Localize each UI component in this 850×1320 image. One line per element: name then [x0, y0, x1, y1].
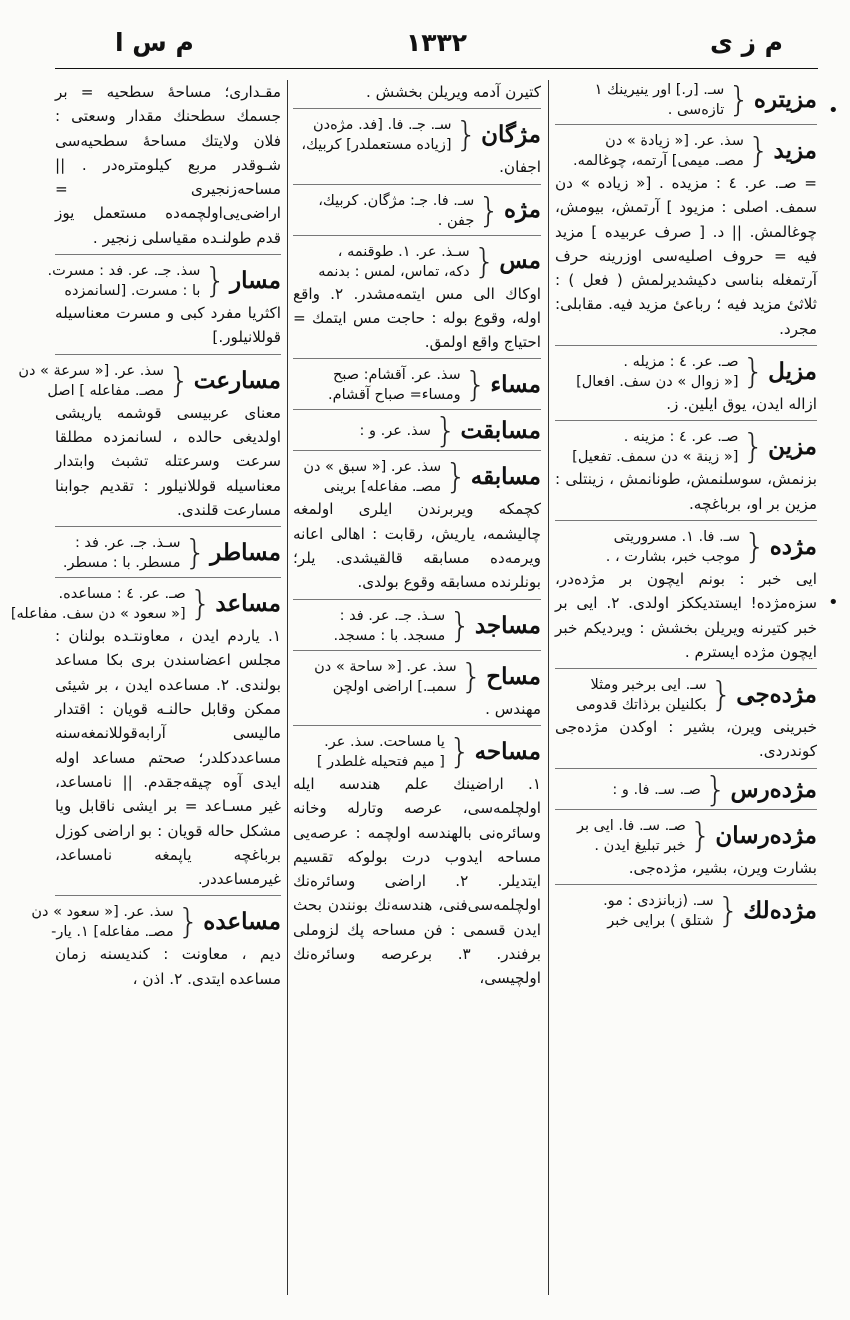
column-right — [555, 80, 817, 1295]
entry-heading — [555, 427, 817, 467]
headword: مزيد — [773, 136, 817, 164]
grammar-line: صـ. عر. ٤ : مساعده. — [58, 586, 186, 603]
headword: مژده‌رس — [730, 775, 817, 803]
headword: مسار — [230, 266, 281, 294]
grammar-line: صـ. عر. ٤ : مزينه . — [623, 429, 739, 446]
page-header — [55, 28, 818, 69]
grammar-line: سـ. فا. ۱. مسروريتی — [613, 528, 741, 545]
brace-mark: { — [168, 360, 190, 401]
entry-heading — [293, 411, 541, 452]
grammar-line: سذ. عر. و : — [359, 423, 431, 440]
dictionary-entry — [293, 191, 541, 236]
brace-mark: { — [177, 902, 200, 943]
grammar-line: سذ. عر. [« سعود » دن — [31, 904, 174, 921]
dictionary-entry — [555, 891, 817, 935]
grammar-line: سـ. [ر.] اور ينيرينك ۱ — [594, 82, 725, 98]
grammar-line: سـ. فا. جـ: مژگان. كربيك، — [318, 192, 475, 209]
grammar-note — [555, 780, 701, 800]
grammar-line: مصـ. مفاعله ] اصل — [47, 382, 165, 399]
headword: مساعده — [203, 908, 281, 936]
brace-mark: { — [742, 352, 765, 393]
definition-text: كچمكه ويربرندن ايلری اولمغه چاليشمه، ياريش، رقابت : اهالی اعانه ويرمه‌ده مسابقه قالقيشدی. يلر؛ بونلرنده مسابقه وقوع بولدی. — [293, 500, 541, 592]
headword: مزيتره — [753, 85, 817, 113]
brace-mark: { — [449, 605, 471, 646]
brace-mark: { — [742, 427, 765, 468]
grammar-line: مسطر. با : مسطر. — [62, 555, 181, 572]
grammar-line: سـ. ايی برخبر ومثلا — [590, 677, 707, 694]
definition-text: كتيرن آدمه ويريلن بخشش . — [365, 83, 541, 101]
definition-text: ديم ، معاونت : كنديسنه زمان مساعده ايتدی. ۲. اذن ، — [55, 945, 281, 988]
grammar-line: سـ. (زبانزدی : مو. — [603, 893, 714, 910]
definition-text: معنای عربيسی قوشمه ياريشی اولديغی حالده ، لسانمزده مطلقا سرعت وسرعتله تشبث وابتدار معناسيله قوللانيلور : تقديم جوابنا مسارعت قلندی. — [55, 403, 281, 519]
dictionary-entry — [555, 527, 817, 669]
entry-heading — [555, 527, 817, 567]
entry-heading — [555, 769, 817, 810]
grammar-note — [293, 191, 474, 231]
grammar-note — [555, 891, 714, 931]
entry-heading — [293, 657, 541, 697]
headword: مزين — [768, 433, 817, 461]
brace-mark: { — [689, 815, 712, 856]
grammar-line: صـ. سـ. فا. و : — [612, 781, 701, 798]
entry-heading — [55, 533, 281, 573]
grammar-note — [555, 427, 738, 467]
dictionary-entry — [293, 115, 541, 184]
entry-heading — [293, 606, 541, 646]
brace-mark: { — [744, 526, 766, 567]
dictionary-entry — [293, 365, 541, 410]
entry-heading — [47, 261, 281, 302]
grammar-line: بكلنيلن برذاتك قدومی — [575, 697, 707, 714]
dictionary-entry — [293, 80, 541, 109]
grammar-line: صـ. سـ. فا. ايی بر — [577, 817, 686, 834]
grammar-note — [555, 131, 744, 171]
definition-text: ايی خبر : بونم ايچون بر مژده‌در، سزه‌مژده! ايستديككز اولدی. ۲. ايی بر خبر كتيرنه ويريلن بخشش : ويرديكم خبر ايچون مژده ايسترم . — [555, 569, 817, 661]
entry-heading — [293, 457, 541, 497]
dictionary-entry — [555, 80, 817, 125]
dictionary-entry — [293, 606, 541, 651]
grammar-note — [293, 421, 431, 441]
grammar-note — [48, 261, 201, 301]
brace-mark: { — [747, 131, 770, 171]
grammar-line: دكه، تماس، لمس : بدنمه — [318, 263, 470, 280]
grammar-note — [555, 80, 724, 120]
grammar-note — [293, 606, 445, 646]
headword: مسابقه — [470, 463, 541, 491]
definition-text: ۱. ياردم ايدن ، معاونتـده بولنان : مجلس اعضاسندن بری بكا مساعد بولندی. ۲. مساعده ايدن ، بر شيئی ممكن وقابل حالنـه قويان : اقتدار ماليسی آرابه‌قوللانمغه‌سنه مساعددكلدر؛ صحتم مساعد اوله ايدی آوه چيقه‌جقدم. || نامساعد، غير مسـاعد = بر ايشی ناقابل ويا مشكل حاله قويان : بو اراضی كوزل برباغچه ياپمغه نامساعد، غيرمساعددر. — [55, 627, 281, 889]
definition-text: ازاله ايدن، يوق ايلين. ز. — [666, 395, 817, 414]
headword: مسابقت — [460, 417, 541, 445]
grammar-line: [ ميم فتحيله غلطدر ] — [316, 753, 445, 770]
column-left — [10, 80, 281, 1295]
headword: مس — [499, 247, 541, 275]
grammar-line: سذ. عر. آقشام: صبح — [333, 367, 461, 384]
grammar-line: با : مسرت. [لسانمزده — [64, 283, 201, 300]
brace-mark: { — [464, 365, 487, 406]
margin-mark: • — [828, 592, 839, 613]
headword: مساء — [490, 371, 541, 399]
headword: مساجد — [474, 611, 541, 639]
grammar-note — [555, 527, 740, 567]
entry-heading — [555, 891, 817, 931]
grammar-note — [293, 732, 445, 772]
brace-mark: { — [445, 457, 467, 498]
dictionary-entry — [18, 360, 281, 527]
dictionary-entry — [55, 80, 281, 255]
dictionary-entry — [293, 657, 541, 726]
entry-heading — [10, 584, 281, 625]
grammar-line: يا مساحت. سذ. عر. — [324, 733, 445, 750]
grammar-line: [« سعود » دن سف. مفاعله] — [10, 606, 186, 623]
column-divider — [548, 80, 549, 1295]
grammar-line: مصـ. ميمی] آرتمه، چوغالمه. — [573, 153, 744, 169]
dictionary-entry — [31, 902, 281, 995]
headword: مژه — [503, 196, 541, 224]
headword: مژده‌جی — [736, 681, 817, 708]
definition-text: اجفان. — [499, 158, 541, 177]
dictionary-entry — [293, 457, 541, 599]
dictionary-entry — [293, 411, 541, 452]
definition-text: اوكاك الی مس ايتمه‌مشدر. ۲. واقع اوله، وقوع بوله : حاجت مس ايتمك = احتياج واقع اولمق. — [293, 284, 542, 352]
grammar-line: [« زوال » دن سف. افعال] — [576, 374, 739, 391]
entry-heading — [293, 242, 541, 282]
grammar-note — [293, 115, 452, 155]
grammar-line: شتلق ) برايی خبر — [607, 913, 714, 930]
dictionary-entry — [47, 261, 281, 355]
brace-mark: { — [434, 411, 457, 452]
headword: مساطر — [210, 539, 281, 566]
brace-mark: { — [473, 241, 496, 282]
grammar-line: ومساء= صباح آقشام. — [328, 387, 461, 404]
entry-heading — [555, 675, 817, 715]
grammar-line: سذ. عر. [« زيادة » دن — [605, 133, 744, 149]
headword: مساحه — [474, 737, 541, 765]
grammar-line: تازه‌سی . — [667, 102, 725, 118]
grammar-line: سمبـ.] اراضی اولچن — [332, 678, 457, 695]
headword: مساح — [486, 662, 541, 690]
definition-text: خبرينی ويرن، بشير : اوكدن مژده‌جی كوندردی. — [555, 718, 817, 761]
dictionary-entry — [555, 427, 817, 521]
headword: مژگان — [481, 121, 541, 149]
grammar-line: [زياده‌ مستعملدر] كربيك، — [301, 137, 452, 154]
grammar-note — [555, 816, 686, 856]
grammar-note — [11, 584, 186, 624]
dictionary-entry — [293, 732, 541, 995]
grammar-line: سـ. جـ. فا. [فد. مژه‌دن — [312, 117, 452, 134]
header-first-word-guide: م ز ی — [709, 28, 783, 57]
dictionary-entry — [555, 131, 817, 346]
definition-text: بزنمش، سوسلنمش، طونانمش ، زينتلی : مزين بر او، برباغچه. — [555, 470, 817, 513]
entry-heading — [555, 352, 817, 392]
grammar-note — [293, 365, 461, 405]
margin-mark: • — [828, 100, 839, 121]
brace-mark: { — [455, 115, 478, 156]
dictionary-entry — [55, 533, 281, 578]
header-last-word-guide: م س ا — [115, 28, 194, 57]
grammar-note — [31, 902, 173, 942]
definition-text: مقـداری؛ مساحهٔ سطحيه = بر جسمك سطحنك مقدار وسعتی : فلان ولايتك مساحهٔ سطحيه‌سی شـوقدر مربع كيلومتره‌در . || مساحه‌زنجيری = اراضی‌يی‌اولچمه‌ده مستعمل يوز قدم طولنـده مقياسلی زنجير . — [55, 83, 281, 247]
headword: مژده‌لك — [743, 896, 817, 924]
entry-heading — [555, 131, 817, 171]
grammar-line: مصـ. مفاعله] برينی — [323, 479, 442, 496]
brace-mark: { — [448, 731, 471, 772]
brace-mark: { — [704, 769, 727, 810]
definition-text: اكثريا مفرد كبی و مسرت معناسيله قوللانيلور.] — [55, 304, 281, 347]
grammar-line: [« زينة » دن سمف. تفعيل] — [572, 449, 739, 466]
brace-mark: { — [717, 891, 740, 932]
definition-text: بشارت ويرن، بشير، مژده‌جی. — [628, 858, 817, 877]
dictionary-entry — [555, 675, 817, 769]
brace-mark: { — [728, 80, 750, 120]
entry-heading — [555, 816, 817, 856]
dictionary-entry — [10, 584, 281, 896]
grammar-line: سذ. عر. [« ساحة » دن — [314, 658, 457, 675]
headword: مسارعت — [193, 366, 281, 394]
page-number: ۱۳۳۲ — [405, 28, 468, 57]
brace-mark: { — [710, 675, 733, 716]
column-middle — [293, 80, 541, 1295]
entry-heading — [31, 902, 281, 943]
entry-heading — [18, 360, 281, 401]
grammar-line: خبر تبليغ ايدن . — [594, 837, 686, 854]
entry-heading — [555, 80, 817, 120]
grammar-line: سـذ. جـ. عر. فد : — [74, 535, 181, 552]
column-divider — [287, 80, 288, 1295]
brace-mark: { — [189, 584, 212, 625]
headword: مژده — [769, 532, 817, 560]
brace-mark: { — [204, 261, 227, 302]
grammar-note — [18, 361, 164, 401]
entry-heading — [293, 365, 541, 405]
entry-heading — [293, 732, 541, 772]
brace-mark: { — [478, 190, 500, 231]
grammar-note — [55, 533, 181, 573]
grammar-note — [293, 657, 457, 697]
grammar-note — [555, 352, 739, 392]
dictionary-entry — [293, 242, 541, 360]
grammar-line: مسجد. با : مسجد. — [333, 627, 446, 644]
definition-text: مهندس . — [485, 699, 541, 718]
grammar-line: جفن . — [437, 212, 475, 229]
definition-text: = صـ. عر. ٤ : مزيده . [« زياده » دن سمف. اصلی : مزيود ] آرتمش، بيومش، چوغالمش. || د. [ صرف عربيده ] مزيد فيه = حروف اصليه‌سی اوزرينه حرف آرتمغله بناسی دكيشديرلمش ( فعل ) : ثلاثیٔ مزيد فيه ؛ رباعیٔ مزيد فيه. مقابلی: مجرد. — [555, 174, 817, 338]
grammar-line: مصـ. مفاعله] ۱. يار- — [51, 924, 174, 941]
grammar-note — [555, 675, 707, 715]
grammar-line: صـ. عر. ٤ : مزيله . — [623, 354, 739, 371]
dictionary-entry — [555, 352, 817, 421]
headword: مزيل — [768, 357, 817, 385]
dictionary-entry — [555, 769, 817, 810]
grammar-line: موجب خبر، بشارت ، . — [605, 548, 741, 565]
grammar-line: سذ. عر. [« سبق » دن — [303, 459, 442, 476]
grammar-line: سذ. جـ. عر. فد : مسرت. — [47, 263, 201, 280]
dictionary-entry — [555, 816, 817, 885]
entry-heading — [293, 191, 541, 231]
grammar-line: سـذ. جـ. عر. فد : — [339, 607, 446, 624]
grammar-line: سـذ. عر. ۱. طوقنمه ، — [337, 243, 470, 260]
brace-mark: { — [184, 533, 207, 574]
brace-mark: { — [460, 656, 483, 697]
headword: مژده‌رسان — [715, 821, 817, 849]
grammar-note — [293, 242, 470, 282]
grammar-line: سذ. عر. [« سرعة » دن — [18, 362, 165, 379]
grammar-note — [293, 457, 441, 497]
definition-text: ۱. اراضينك علم هندسه ايله اولچلمه‌سی، عرصه وتارله وخانه وسائره‌نی بالهندسه اولچمه : عرصه‌يی مساحه ايدوب درت بولوكه تقسيم ايتديلر. ۲. اراضی وسائره‌نك اولچلمه‌سی‌فنی، هندسه‌نك بونندن بحث ايدن قسمی : فن مساحه پك لزوملی برفندر. ۳. برعرصه وسائره‌نك اولچيسی، — [293, 774, 542, 988]
entry-heading — [293, 115, 541, 155]
headword: مساعد — [215, 590, 281, 617]
